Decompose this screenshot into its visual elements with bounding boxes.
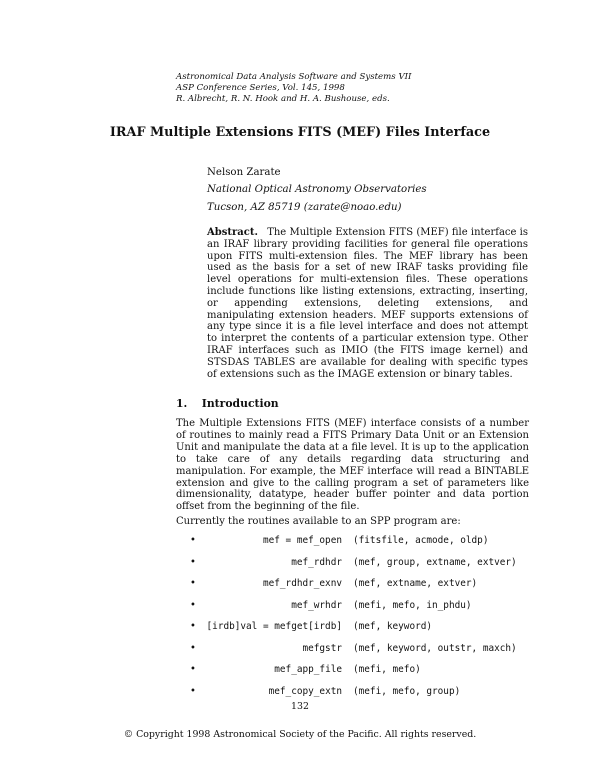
routine-call: mef_rdhdr_exnv: [262, 578, 342, 589]
bullet-icon: •: [190, 685, 196, 697]
author-affiliation: National Optical Astronomy Observatories: [207, 184, 427, 195]
routine-item: [190, 621, 550, 643]
routine-args: (mef, group, extname, extver): [353, 556, 517, 568]
section-number: 1.: [176, 397, 188, 410]
routine-call: mef_app_file: [274, 664, 342, 675]
header-line-3: R. Albrecht, R. N. Hook and H. A. Bushouse, eds.: [176, 94, 390, 104]
header-line-1: Astronomical Data Analysis Software and Systems VII: [176, 72, 412, 82]
routine-item: [190, 643, 550, 665]
author-name: Nelson Zarate: [207, 167, 281, 178]
bullet-icon: •: [190, 642, 196, 654]
bullet-icon: •: [190, 599, 196, 611]
intro-paragraph: The Multiple Extensions FITS (MEF) interface consists of a number of routines to mainly read a FITS Primary Data Unit or an Extension Unit and manipulate the data at a file level. It is up to the application to take care of any details regarding data structuring and manipulation. For example, the MEF interface will read a BINTABLE extension and give to the calling program a set of parameters like dimensionality, datatype, header buffer pointer and data portion offset from the beginning of the file.: [176, 418, 529, 513]
routine-item: [190, 600, 550, 622]
abstract-text: The Multiple Extension FITS (MEF) file interface is an IRAF library providing facilities for general file operations upon FITS multi-extension files. The MEF library has been used as the basis for a set of new IRAF tasks providing file level operations for multi-extension files. These operations include functions like listing extensions, extracting, inserting, or appending extensions, deleting extensions, and manipulating extension headers. MEF supports extensions of any type since it is a file level interface and does not attempt to interpret the contents of a particular extension type. Other IRAF interfaces such as IMIO (the FITS image kernel) and STSDAS TABLES are available for dealing with specific types of extensions such as the IMAGE extension or binary tables.: [207, 227, 528, 380]
routine-args: (mef, keyword, outstr, maxch): [353, 642, 517, 654]
routine-call: mef_wrhdr: [291, 599, 342, 611]
routine-item: [190, 578, 550, 600]
routine-args: (mefi, mefo): [353, 664, 421, 675]
page-number: 132: [291, 701, 309, 712]
routine-args: (fitsfile, acmode, oldp): [353, 535, 489, 546]
header-line-2: ASP Conference Series, Vol. 145, 1998: [176, 83, 345, 93]
routine-call: mefgstr: [302, 642, 342, 654]
author-address: Tucson, AZ 85719 (zarate@noao.edu): [207, 202, 402, 213]
bullet-icon: •: [190, 621, 196, 632]
routine-args: (mef, keyword): [353, 621, 433, 632]
bullet-icon: •: [190, 535, 196, 546]
abstract-label: Abstract.: [207, 227, 258, 238]
paper-title: IRAF Multiple Extensions FITS (MEF) Files Interface: [109, 125, 491, 140]
routine-call: [irdb]val = mefget[irdb]: [206, 621, 342, 632]
routine-call: mef_rdhdr: [291, 556, 342, 568]
section-title: Introduction: [201, 397, 279, 410]
routine-item: [190, 664, 550, 686]
routine-item: [190, 557, 550, 579]
routine-item: [190, 535, 550, 557]
routine-call: mef = mef_open: [262, 535, 342, 546]
routine-list: [190, 535, 550, 707]
routines-lead-text: Currently the routines available to an SPP program are:: [176, 516, 461, 527]
routine-args: (mef, extname, extver): [353, 578, 478, 589]
routine-args: (mefi, mefo, in_phdu): [353, 599, 472, 611]
bullet-icon: •: [190, 578, 196, 589]
abstract: [207, 227, 528, 380]
routine-args: (mefi, mefo, group): [353, 685, 461, 697]
copyright-notice: © Copyright 1998 Astronomical Society of the Pacific. All rights reserved.: [123, 729, 477, 740]
bullet-icon: •: [190, 556, 196, 568]
section-heading: [176, 397, 279, 410]
running-header: [176, 72, 536, 105]
bullet-icon: •: [190, 664, 196, 675]
routine-call: mef_copy_extn: [268, 685, 342, 697]
